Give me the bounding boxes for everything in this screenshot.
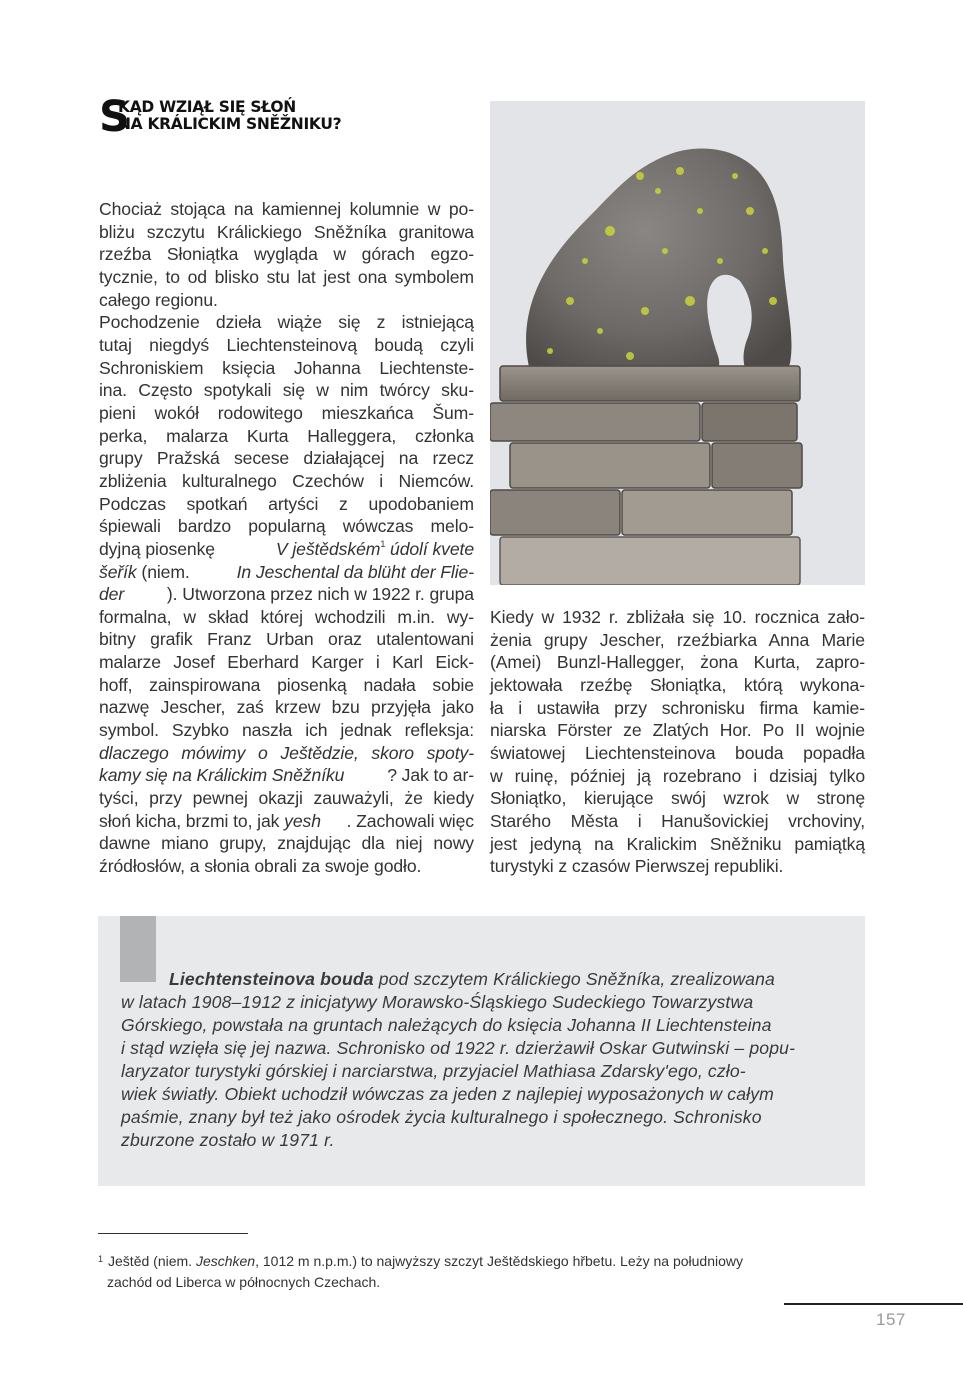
text-fragment: ? Jak to ar- bbox=[387, 765, 474, 786]
text-line: rzeźba Słoniątka wygląda w górach egzo- bbox=[99, 244, 474, 265]
text-line: tyści, przy pewnej okazji zauważyli, że kiedy bbox=[99, 788, 474, 809]
text-fragment: słoń kicha, brzmi to, jak bbox=[99, 810, 285, 831]
info-box-text bbox=[121, 968, 841, 1152]
text-line: dawne miano grupy, znajdując dla niej nowy bbox=[99, 833, 474, 854]
title-line-2: NA KRÁLICKIM SNĚŽNIKU? bbox=[118, 114, 342, 134]
text-fragment: Ještěd (niem. bbox=[108, 1253, 196, 1269]
text-line: całego regionu. bbox=[99, 289, 218, 310]
text-line: światowej Liechtensteinova bouda popadła bbox=[490, 742, 865, 763]
text-line: Pochodzenie dzieła wiąże się z istniejącą bbox=[99, 312, 474, 333]
text-line bbox=[99, 810, 474, 833]
title-line-1: KĄD WZIĄŁ SIĘ SŁOŃ bbox=[118, 97, 296, 117]
text-line bbox=[99, 764, 474, 787]
footnote bbox=[98, 1251, 838, 1293]
text-line: ina. Często spotykali się w nim twórcy sku- bbox=[99, 380, 474, 401]
song-title-german: In Jeschental da blüht der Flie- bbox=[236, 561, 474, 582]
text-line: śpiewali bardzo popularną wówczas melo- bbox=[99, 516, 474, 537]
text-line: źródłosłów, a słonia obrali za swoje godło. bbox=[99, 856, 422, 877]
text-fragment bbox=[99, 810, 321, 833]
song-title-german: der bbox=[99, 584, 125, 605]
italic-word: yesh bbox=[284, 810, 321, 831]
text-line: Kiedy w 1932 r. zbliżała się 10. rocznica zało- bbox=[490, 607, 865, 627]
text-line: zbliżenia kulturalnego Czechów i Niemców. bbox=[99, 470, 474, 491]
text-line: jektowała rzeźbę Słoniątka, którą wykona- bbox=[490, 674, 865, 695]
text-line: hoff, zainspirowana piosenką nadała sobie bbox=[99, 674, 474, 695]
elephant-sculpture-illustration bbox=[490, 101, 865, 585]
text-line: w latach 1908–1912 z inicjatywy Morawsko-Śląskiego Sudeckiego Towarzystwa bbox=[121, 992, 754, 1012]
text-line: i stąd wzięła się jej nazwa. Schronisko od 1922 r. dzierżawił Oskar Gutwinski – popu- bbox=[121, 1038, 796, 1058]
text-line: nazwę Jescher, zaś krzew bzu przyjęła jako bbox=[99, 697, 474, 718]
text-fragment: (niem. bbox=[136, 561, 190, 582]
text-line bbox=[99, 561, 474, 584]
song-title: V ještědském bbox=[275, 538, 381, 559]
italic-question: dlaczego mówimy o Ještědzie, skoro spoty- bbox=[99, 742, 474, 763]
text-line bbox=[121, 968, 841, 991]
text-line: formalna, w skład której wchodzili m.in. wy- bbox=[99, 606, 474, 627]
text-line: bliżu szczytu Králickiego Sněžníka granitowa bbox=[99, 221, 474, 242]
text-line bbox=[99, 742, 474, 765]
footnote-mark: 1 bbox=[98, 1254, 104, 1264]
italic-word: Jeschken bbox=[195, 1253, 256, 1269]
footnote-ref: 1 bbox=[380, 538, 386, 549]
text-fragment bbox=[276, 538, 474, 561]
text-line: pieni wokół rodowitego mieszkańca Šum- bbox=[99, 402, 474, 423]
text-line: bitny grafik Franz Urban oraz utalentowani bbox=[99, 629, 474, 650]
text-fragment bbox=[99, 561, 190, 584]
left-text-column bbox=[99, 198, 474, 878]
text-fragment: ). Utworzona przez nich w 1922 r. grupa bbox=[166, 584, 474, 605]
italic-question: kamy się na Králickim Sněžníku bbox=[99, 765, 345, 786]
text-line: grupy Pražská secese działającej na rzecz bbox=[99, 448, 474, 469]
text-line: Górskiego, powstała na gruntach należących do księcia Johanna II Liechtensteina bbox=[121, 1015, 772, 1035]
text-line: niarska Förster ze Zlatých Hor. Po II wojnie bbox=[490, 720, 865, 741]
text-line: paśmie, znany był też jako ośrodek życia kulturalnego i społecznego. Schronisko bbox=[121, 1107, 762, 1127]
text-line: żenia grupy Jescher, rzeźbiarka Anna Marie bbox=[490, 629, 865, 650]
text-line: tycznie, to od blisko stu lat jest ona symbolem bbox=[99, 266, 474, 287]
stone-pedestal bbox=[490, 366, 802, 585]
text-line: Słoniątko, kierujące swój wzrok w stronę bbox=[490, 788, 865, 809]
text-line: tutaj niegdyś Liechtensteinovą boudą czyli bbox=[99, 334, 474, 355]
text-line: ła i ustawiła przy schronisku firma kamie- bbox=[490, 697, 865, 718]
song-title: údolí kvete bbox=[385, 538, 474, 559]
text-line: jest jedyną na Kralickim Sněžniku pamiątką bbox=[490, 833, 865, 854]
text-line: Schroniskiem księcia Johanna Liechtenste- bbox=[99, 357, 474, 378]
right-text-column bbox=[490, 606, 865, 878]
footnote-separator bbox=[98, 1233, 248, 1234]
elephant-sculpture-photo bbox=[490, 101, 865, 585]
text-line bbox=[99, 583, 474, 606]
text-fragment: , 1012 m n.p.m.) to najwyższy szczyt Ještědskiego hřbetu. Leży na południowy bbox=[255, 1253, 744, 1269]
text-fragment: pod szczytem Králickiego Sněžníka, zrealizowana bbox=[373, 969, 775, 989]
text-line: turystyki z czasów Pierwszej republiki. bbox=[490, 856, 784, 877]
info-box bbox=[98, 916, 865, 1186]
footnote-line bbox=[98, 1251, 838, 1272]
song-title: šeřík bbox=[99, 561, 137, 582]
trunk-gap-shape bbox=[716, 289, 744, 357]
page-number: 157 bbox=[876, 1310, 906, 1329]
text-line bbox=[99, 538, 474, 561]
text-line: (Amei) Bunzl-Hallegger, żona Kurta, zapro- bbox=[490, 652, 865, 673]
text-line: perka, malarza Kurta Halleggera, członka bbox=[99, 425, 474, 446]
footnote-line: zachód od Liberca w północnych Czechach. bbox=[107, 1274, 381, 1290]
text-fragment: . Zachowali więc bbox=[346, 810, 474, 831]
page-number-rule bbox=[784, 1303, 963, 1305]
text-line: Podczas spotkań artyści z upodobaniem bbox=[99, 493, 474, 514]
text-line: symbol. Szybko naszła ich jednak refleksja: bbox=[99, 720, 474, 741]
info-box-lead: Liechtensteinova bouda bbox=[169, 969, 374, 989]
text-line: laryzator turystyki górskiej i narciarstwa, przyjaciel Mathiasa Zdarsky'ego, czło- bbox=[121, 1061, 746, 1081]
text-line: zburzone zostało w 1971 r. bbox=[121, 1130, 335, 1150]
article-title bbox=[99, 92, 399, 142]
text-fragment: dyjną piosenkę bbox=[99, 538, 215, 559]
text-line: malarze Josef Eberhard Karger i Karl Eick- bbox=[99, 652, 474, 673]
text-line: Chociaż stojąca na kamiennej kolumnie w po- bbox=[99, 199, 474, 219]
text-line: wiek światły. Obiekt uchodził wówczas za jeden z najlepiej wyposażonych w całym bbox=[121, 1084, 774, 1104]
text-line: w ruinę, później ją rozebrano i dzisiaj tylko bbox=[490, 765, 865, 786]
text-line: Starého Města i Hanušovickiej vrchoviny, bbox=[490, 810, 865, 831]
title-drop-cap: S bbox=[99, 92, 130, 142]
